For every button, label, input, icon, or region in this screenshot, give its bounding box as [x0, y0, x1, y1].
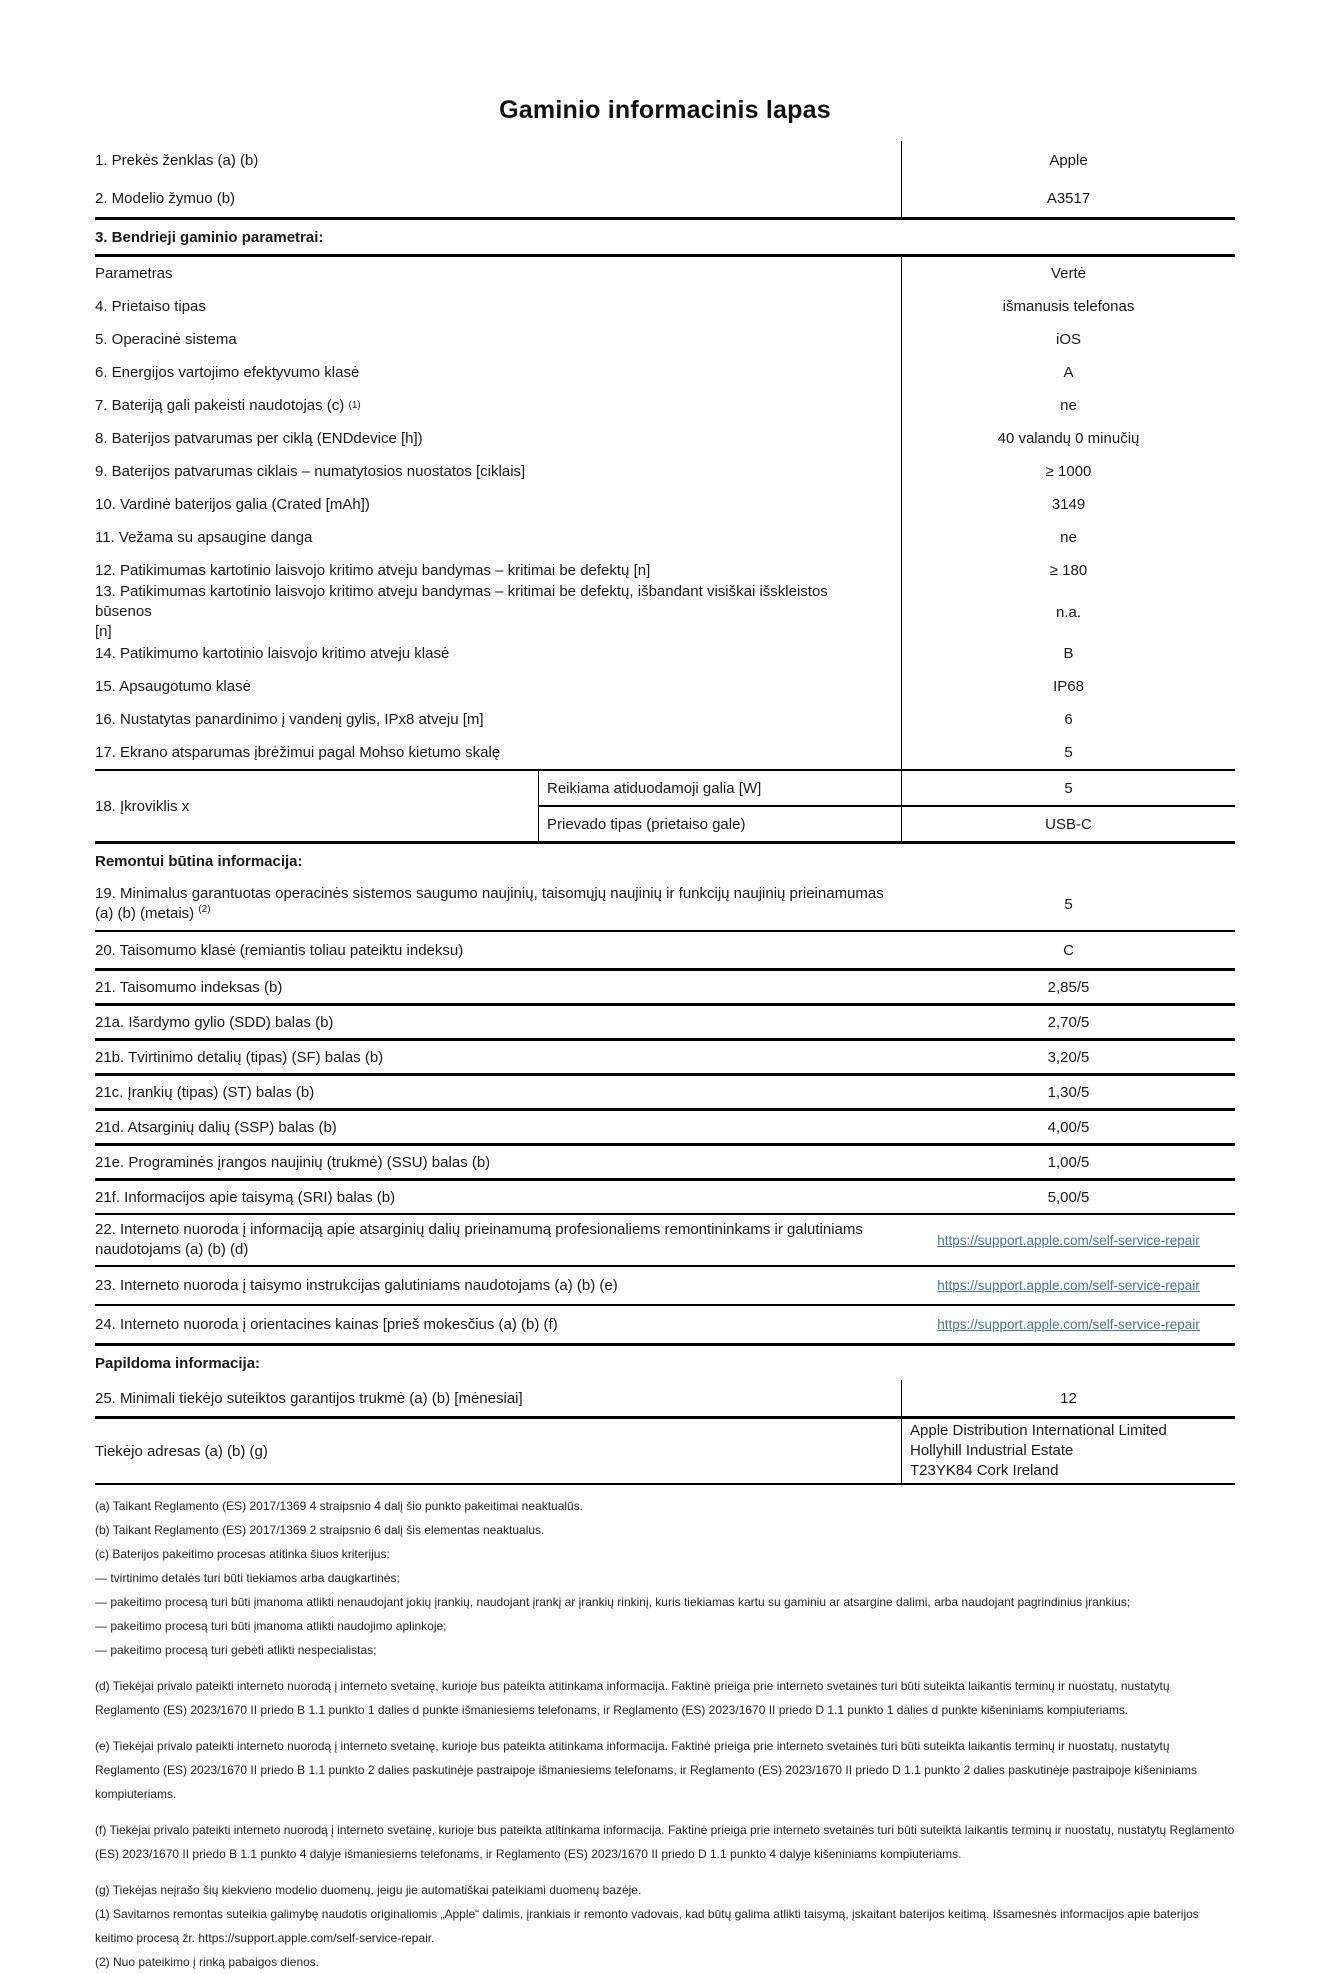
supplier-address-row	[95, 1419, 1235, 1485]
table-row	[95, 1181, 1235, 1215]
row-label: 5. Operacinė sistema	[95, 331, 237, 348]
row-label: Reikiama atiduodamoji galia [W]	[547, 779, 762, 797]
row-value: 2,70/5	[1047, 1013, 1090, 1031]
row-label: 25. Minimali tiekėjo suteiktos garantijos trukmė (a) (b) [mėnesiai]	[95, 1389, 523, 1407]
row-value: n.a.	[1055, 603, 1082, 621]
table-row	[95, 736, 1235, 769]
row-value: 4,00/5	[1047, 1118, 1090, 1136]
warranty-row	[95, 1380, 1235, 1419]
row-value: Apple	[1049, 151, 1088, 169]
row-value: ≥ 180	[1049, 562, 1088, 579]
footnote: (c) Baterijos pakeitimo procesas atitinka šiuos kriterijus:	[95, 1547, 390, 1561]
table-row	[95, 455, 1235, 488]
row-label: 10. Vardinė baterijos galia (Crated [mAh])	[95, 496, 370, 513]
row-label: 21e. Programinės įrangos naujinių (trukmė) (SSU) balas (b)	[95, 1153, 491, 1171]
row-label: 15. Apsaugotumo klasė	[95, 678, 251, 695]
table-header-row	[95, 257, 1235, 290]
table-row	[95, 1146, 1235, 1181]
table-row	[95, 878, 1235, 932]
row-label: 19. Minimalus garantuotas operacinės sistemos saugumo naujinių, taisomųjų naujinių ir funkcijų naujinių prieinamumas (a) (b) (metais) $^{(2)}$	[95, 885, 884, 922]
row-label: 24. Interneto nuoroda į orientacines kainas [prieš mokesčius (a) (b) (f)	[95, 1316, 558, 1333]
row-label: 11. Vežama su apsaugine danga	[95, 529, 313, 546]
row-label: 14. Patikimumo kartotinio laisvojo kritimo atveju klasė	[95, 645, 450, 662]
row-value: 5,00/5	[1047, 1188, 1090, 1206]
row-label: 4. Prietaiso tipas	[95, 298, 206, 315]
row-value: A	[1063, 364, 1074, 381]
row-value: išmanusis telefonas	[1002, 298, 1135, 315]
footnote: (g) Tiekėjas neįrašo šių kiekvieno modelio duomenų, jeigu jie automatiškai pateikiami duomenų bazėje.	[95, 1883, 642, 1897]
section-heading-additional: Papildoma informacija:	[95, 1354, 261, 1372]
table-row	[95, 637, 1235, 670]
supplier-address	[902, 1419, 1235, 1483]
spare-parts-link[interactable]: https://support.apple.com/self-service-repair	[937, 1232, 1200, 1248]
row-label: 17. Ekrano atsparumas įbrėžimui pagal Mohso kietumo skalę	[95, 744, 501, 761]
row-label: 21b. Tvirtinimo detalių (tipas) (SF) balas (b)	[95, 1048, 384, 1066]
row-value: IP68	[1053, 678, 1084, 695]
table-row	[95, 971, 1235, 1006]
table-row	[95, 141, 1235, 179]
repair-instructions-link[interactable]: https://support.apple.com/self-service-repair	[937, 1278, 1200, 1293]
footnote: (d) Tiekėjai privalo pateikti interneto nuorodą į interneto svetainę, kurioje bus pateikta atitinkama informacija. Faktinė prieiga prie interneto svetainės turi būti suteikta laikantis terminų ir nuostatų, nustatytų Reglamento (ES) 2023/1670 II priedo B 1.1 punkto 1 dalies d punkte išmaniesiems telefonams, ir Reglamento (ES) 2023/1670 II priedo D 1.1 punkto 1 dalies d punkte kišeniniams kompiuteriams.	[95, 1679, 1170, 1717]
table-row	[95, 290, 1235, 323]
footnote: — pakeitimo procesą turi būti įmanoma atlikti nenaudojant jokių įrankių, naudojant įrankį ar įrankių rinkinį, kuris tiekiamas kartu su gaminiu ar atsargine dalimi, arba naudojant pagrindinius įrankius;	[95, 1595, 1131, 1609]
row-value: 2,85/5	[1047, 978, 1090, 996]
table-row	[95, 1076, 1235, 1111]
footnote: — tvirtinimo detalės turi būti tiekiamos arba daugkartinės;	[95, 1571, 400, 1585]
row-label: 21. Taisomumo indeksas (b)	[95, 978, 283, 996]
footnote: (b) Taikant Reglamento (ES) 2017/1369 2 straipsnio 6 dalį šis elementas neaktualus.	[95, 1523, 545, 1537]
row-value: iOS	[1055, 331, 1081, 348]
row-value: 40 valandų 0 minučių	[997, 430, 1140, 447]
row-label: 6. Energijos vartojimo efektyvumo klasė	[95, 364, 360, 381]
row-label: 18. Įkroviklis x	[95, 797, 190, 815]
row-value: B	[1063, 645, 1074, 662]
table-row	[95, 670, 1235, 703]
table-row	[95, 488, 1235, 521]
row-label: 22. Interneto nuoroda į informaciją apie atsarginių dalių prieinamumą profesionaliems remontininkams ir galutiniams naudotojams (a) (b) (d)	[95, 1221, 863, 1258]
row-value: 6	[1064, 711, 1073, 728]
address-line: Apple Distribution International Limited	[910, 1422, 1167, 1439]
row-label: 21c. Įrankių (tipas) (ST) balas (b)	[95, 1083, 315, 1101]
table-row	[95, 356, 1235, 389]
row-label: 13. Patikimumas kartotinio laisvojo kritimo atveju bandymas – kritimai be defektų, išbandant visiškai išskleistos būsenos [n]	[95, 583, 828, 640]
column-header-parameter: Parametras	[95, 265, 173, 282]
table-row	[95, 583, 1235, 640]
footnote-ref-2: (2)	[198, 904, 211, 915]
footnote: (e) Tiekėjai privalo pateikti interneto nuorodą į interneto svetainę, kurioje bus pateikta atitinkama informacija. Faktinė prieiga prie interneto svetainės turi būti suteikta laikantis terminų ir nuostatų, nustatytų Reglamento (ES) 2023/1670 II priedo B 1.1 punkto 2 dalies paskutinėje pastraipoje išmaniesiems telefonams, ir Reglamento (ES) 2023/1670 II priedo D 1.1 punkto 2 dalies paskutinėje pastraipoje kišeniniams kompiuteriams.	[95, 1739, 1197, 1801]
table-row	[95, 1111, 1235, 1146]
brand-model-block	[95, 141, 1235, 220]
row-value: 1,00/5	[1047, 1153, 1090, 1171]
row-value: 3,20/5	[1047, 1048, 1090, 1066]
table-row	[95, 179, 1235, 217]
row-value: 1,30/5	[1047, 1083, 1090, 1101]
row-label: Tiekėjo adresas (a) (b) (g)	[95, 1442, 268, 1460]
row-label: 9. Baterijos patvarumas ciklais – numatytosios nuostatos [ciklais]	[95, 463, 526, 480]
table-row	[95, 422, 1235, 455]
footnote: — pakeitimo procesą turi būti įmanoma atlikti naudojimo aplinkoje;	[95, 1619, 447, 1633]
footnote: (a) Taikant Reglamento (ES) 2017/1369 4 straipsnio 4 dalį šio punkto pakeitimai neaktualūs.	[95, 1499, 584, 1513]
page-title: Gaminio informacinis lapas	[499, 96, 831, 124]
row-label: 21d. Atsarginių dalių (SSP) balas (b)	[95, 1118, 337, 1136]
row-value: 5	[1064, 744, 1073, 761]
row-label: 16. Nustatytas panardinimo į vandenį gylis, IPx8 atveju [m]	[95, 711, 484, 728]
footnote: (2) Nuo pateikimo į rinką pabaigos dienos.	[95, 1955, 320, 1969]
row-value: 5	[1064, 895, 1073, 913]
row-label: 8. Baterijos patvarumas per ciklą (ENDdevice [h])	[95, 430, 423, 447]
address-line: Hollyhill Industrial Estate	[910, 1442, 1074, 1459]
charger-row	[95, 771, 1235, 844]
column-header-value: Vertė	[1050, 265, 1087, 282]
row-label: 7. Bateriją gali pakeisti naudotojas (c)	[95, 397, 345, 414]
table-row	[95, 1215, 1235, 1267]
address-line: T23YK84 Cork Ireland	[910, 1462, 1059, 1479]
footnotes	[95, 1494, 1235, 1974]
row-label: 23. Interneto nuoroda į taisymo instrukcijas galutiniams naudotojams (a) (b) (e)	[95, 1277, 618, 1294]
table-row	[95, 1306, 1235, 1346]
table-row	[95, 323, 1235, 356]
row-value: C	[1063, 941, 1074, 959]
table-row	[95, 1267, 1235, 1306]
table-row	[95, 521, 1235, 554]
row-label: 1. Prekės ženklas (a) (b)	[95, 151, 259, 169]
row-label: 12. Patikimumas kartotinio laisvojo kritimo atveju bandymas – kritimai be defektų [n]	[95, 562, 651, 579]
row-label: 21f. Informacijos apie taisymą (SRI) balas (b)	[95, 1188, 396, 1206]
row-value: 12	[1060, 1389, 1077, 1407]
row-value: ne	[1060, 397, 1077, 414]
section-heading-repair: Remontui būtina informacija:	[95, 852, 303, 870]
row-label: 2. Modelio žymuo (b)	[95, 189, 236, 207]
row-value: USB-C	[1045, 815, 1092, 833]
row-label: Prievado tipas (prietaiso gale)	[547, 815, 746, 833]
table-row: 7. Bateriją gali pakeisti naudotojas (c) (1) ne	[95, 389, 1235, 422]
row-value: A3517	[1046, 189, 1091, 207]
row-label: 21a. Išardymo gylio (SDD) balas (b)	[95, 1013, 334, 1031]
row-label: 20. Taisomumo klasė (remiantis toliau pateiktu indeksu)	[95, 941, 464, 959]
footnote: (1) Savitarnos remontas suteikia galimybę naudotis originaliomis „Apple“ dalimis, įrankiais ir remonto vadovais, kad būtų galima atlikti taisymą, įskaitant baterijos keitimą. Išsamesnės informacijos apie baterijos keitimo procesą žr. https://support.apple.com/self-service-repair.	[95, 1907, 1199, 1945]
row-value: 3149	[1051, 496, 1086, 513]
table-row	[95, 1041, 1235, 1076]
section-heading-general: 3. Bendrieji gaminio parametrai:	[95, 220, 1235, 257]
indicative-prices-link[interactable]: https://support.apple.com/self-service-repair	[937, 1317, 1200, 1332]
general-parameters-block	[95, 257, 1235, 771]
row-value: 5	[1064, 779, 1073, 797]
footnote: — pakeitimo procesą turi gebėti atlikti nespecialistas;	[95, 1643, 377, 1657]
row-value: ne	[1060, 529, 1077, 546]
table-row	[95, 703, 1235, 736]
table-row	[95, 1006, 1235, 1041]
table-row	[95, 932, 1235, 971]
charger-subrow-power	[539, 771, 1235, 807]
footnote: (f) Tiekėjai privalo pateikti interneto nuorodą į interneto svetainę, kurioje bus pateikta atitinkama informacija. Faktinė prieiga prie interneto svetainės turi būti suteikta laikantis terminų ir nuostatų, nustatytų Reglamento (ES) 2023/1670 II priedo B 1.1 punkto 4 dalyje išmaniesiems telefonams, ir Reglamento (ES) 2023/1670 II priedo D 1.1 punkto 4 dalyje kišeniniams kompiuteriams.	[95, 1823, 1235, 1861]
charger-subrow-port	[539, 807, 1235, 841]
row-value: ≥ 1000	[1045, 463, 1092, 480]
